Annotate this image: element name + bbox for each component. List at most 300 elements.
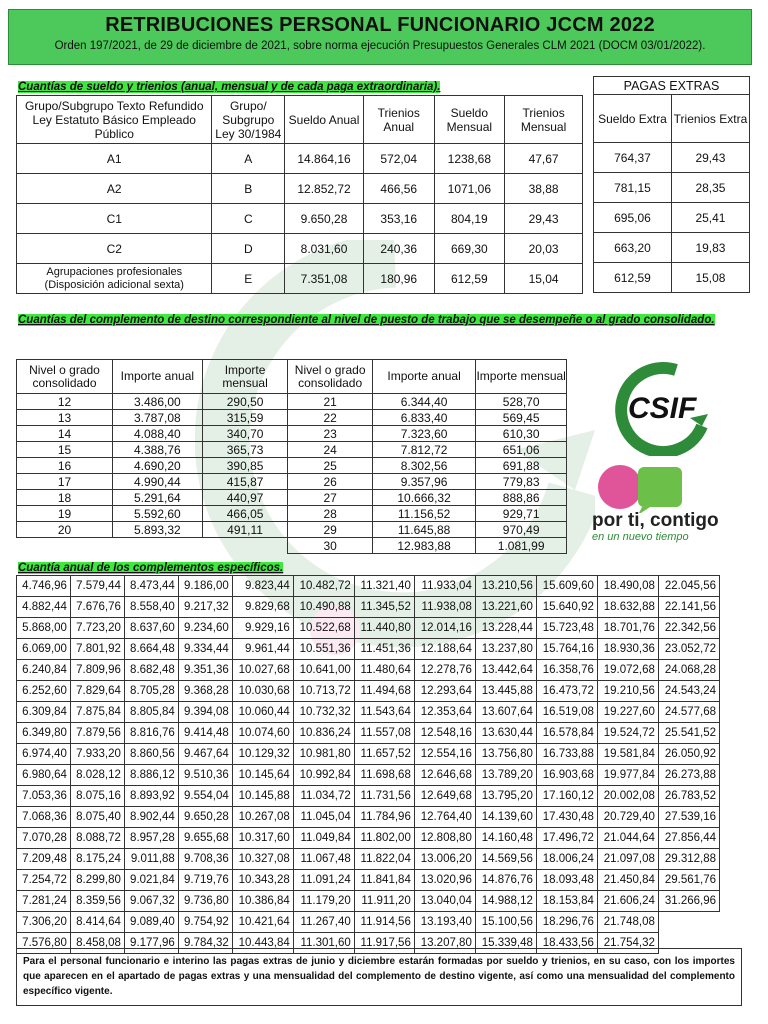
table-cell: 9.177,96 (124, 933, 178, 954)
table-cell: 17 (17, 474, 113, 490)
table-row (17, 828, 720, 849)
table-cell: 4.990,44 (113, 474, 203, 490)
table-cell: 7.576,80 (17, 933, 71, 954)
table-cell: 15.339,48 (475, 933, 536, 954)
table-cell: 6.974,40 (17, 744, 71, 765)
table-cell: 21.754,32 (597, 933, 658, 954)
table-cell: 38,88 (505, 174, 583, 204)
table-cell: 5.893,32 (113, 522, 203, 538)
table-cell: 16.733,88 (536, 744, 597, 765)
table-cell: 13.756,80 (475, 744, 536, 765)
table-cell: 22.045,56 (658, 576, 719, 597)
table-cell (202, 538, 288, 554)
table-cell: 10.327,08 (232, 849, 293, 870)
table-cell: 9.929,16 (232, 618, 293, 639)
table-cell: 7.209,48 (17, 849, 71, 870)
table-cell: 18.093,48 (536, 870, 597, 891)
table-row (17, 264, 583, 294)
table-cell: 12.852,72 (285, 174, 364, 204)
table-row (17, 490, 567, 506)
table-cell: 466,05 (202, 506, 288, 522)
table-cell: 26.783,52 (658, 786, 719, 807)
table-cell: A (212, 144, 285, 174)
table-cell: 16.519,08 (536, 702, 597, 723)
table-cell: 23 (288, 426, 372, 442)
table-cell: 10.490,88 (293, 597, 354, 618)
table-cell: 6.252,60 (17, 681, 71, 702)
table-cell: 12.353,64 (414, 702, 475, 723)
logo-text: CSIF (628, 392, 697, 425)
table-cell: 16.473,72 (536, 681, 597, 702)
table-cell: 10.129,32 (232, 744, 293, 765)
table-cell: 9.961,44 (232, 639, 293, 660)
table-row (17, 891, 720, 912)
table-cell: 13.193,40 (414, 912, 475, 933)
table-cell: 16.358,76 (536, 660, 597, 681)
table-cell: 7.933,20 (70, 744, 124, 765)
table-cell: 9.736,80 (178, 891, 232, 912)
table-cell: 290,50 (202, 394, 288, 410)
title-banner (8, 9, 752, 65)
table-cell: 10.713,72 (293, 681, 354, 702)
table-cell: 10.343,28 (232, 870, 293, 891)
table-cell: 47,67 (505, 144, 583, 174)
table-cell: 17.430,48 (536, 807, 597, 828)
table-cell: 9.650,28 (285, 204, 364, 234)
table-cell: 27.856,44 (658, 828, 719, 849)
table-cell: 13.442,64 (475, 660, 536, 681)
table-cell: 9.414,48 (178, 723, 232, 744)
table-cell: 1071,06 (434, 174, 505, 204)
table-cell: 8.860,56 (124, 744, 178, 765)
table-cell: 10.386,84 (232, 891, 293, 912)
table-cell: 10.060,44 (232, 702, 293, 723)
column-header: Sueldo Anual (285, 96, 364, 144)
table-cell: 10.992,84 (293, 765, 354, 786)
table-cell: 240,36 (363, 234, 434, 264)
table-cell: 11.267,40 (293, 912, 354, 933)
table-cell: 10.145,88 (232, 786, 293, 807)
table-cell: 9.067,32 (124, 891, 178, 912)
table-cell: 11.698,68 (354, 765, 414, 786)
table-cell: 9.754,92 (178, 912, 232, 933)
table-cell: 9.823,44 (232, 576, 293, 597)
table-cell: 781,15 (594, 173, 672, 203)
table-cell: 29,43 (671, 143, 749, 173)
table-cell: 15,08 (671, 263, 749, 293)
table-cell: 8.893,92 (124, 786, 178, 807)
table-cell: 415,87 (202, 474, 288, 490)
table-cell: 888,86 (476, 490, 567, 506)
table-cell: 14.139,60 (475, 807, 536, 828)
table-cell: 8.299,80 (70, 870, 124, 891)
table-cell: 25,41 (671, 203, 749, 233)
table-cell: 764,37 (594, 143, 672, 173)
table-cell: 10.030,68 (232, 681, 293, 702)
table-cell: 22 (288, 410, 372, 426)
table-cell: 25.541,52 (658, 723, 719, 744)
table-cell: 7.723,20 (70, 618, 124, 639)
table-cell: 13 (17, 410, 113, 426)
table-cell: 10.666,32 (372, 490, 475, 506)
table-cell: D (212, 234, 285, 264)
table-cell: 10.317,60 (232, 828, 293, 849)
table-cell: 4.882,44 (17, 597, 71, 618)
table-cell: 9.089,40 (124, 912, 178, 933)
table-row (594, 263, 750, 293)
table-cell: 12.808,80 (414, 828, 475, 849)
table-cell: 8.664,48 (124, 639, 178, 660)
table-cell: 21.606,24 (597, 891, 658, 912)
table-cell: 7.323,60 (372, 426, 475, 442)
table-cell: 22.342,56 (658, 618, 719, 639)
table-cell: 18 (17, 490, 113, 506)
table-cell: 14.160,48 (475, 828, 536, 849)
table-cell: 12.554,16 (414, 744, 475, 765)
table-cell: 6.833,40 (372, 410, 475, 426)
table-row (17, 912, 720, 933)
table-cell: 17.160,12 (536, 786, 597, 807)
table-cell: 610,30 (476, 426, 567, 442)
table-row (17, 474, 567, 490)
table-cell: 9.368,28 (178, 681, 232, 702)
table-cell: 9.655,68 (178, 828, 232, 849)
table-cell: 23.052,72 (658, 639, 719, 660)
table-cell: 12.188,64 (414, 639, 475, 660)
table-cell: 18.296,76 (536, 912, 597, 933)
table-cell: 8.031,60 (285, 234, 364, 264)
column-header: Grupo/ Subgrupo Ley 30/1984 (212, 96, 285, 144)
table-cell: 18.153,84 (536, 891, 597, 912)
table-cell: 5.592,60 (113, 506, 203, 522)
table-cell: 20.729,40 (597, 807, 658, 828)
table-cell: 11.938,08 (414, 597, 475, 618)
table-cell: 21.450,84 (597, 870, 658, 891)
table-cell: 4.388,76 (113, 442, 203, 458)
table-cell: 9.708,36 (178, 849, 232, 870)
table-cell: 9.719,76 (178, 870, 232, 891)
table-cell: 8.558,40 (124, 597, 178, 618)
table-cell: 13.789,20 (475, 765, 536, 786)
table-cell: 8.414,64 (70, 912, 124, 933)
table-cell: 651,06 (476, 442, 567, 458)
table-cell: E (212, 264, 285, 294)
table-cell: 7.809,96 (70, 660, 124, 681)
table-cell: 11.301,60 (293, 933, 354, 954)
table-row (17, 660, 720, 681)
table-cell: 11.067,48 (293, 849, 354, 870)
table-cell: 5.291,64 (113, 490, 203, 506)
table-row (17, 204, 583, 234)
table-cell: 10.836,24 (293, 723, 354, 744)
table-cell: 21 (288, 394, 372, 410)
table-cell: 15,04 (505, 264, 583, 294)
table-row (594, 143, 750, 173)
table-cell: 14 (17, 426, 113, 442)
table-cell: 16.903,68 (536, 765, 597, 786)
table-row (17, 458, 567, 474)
table-cell: 19 (17, 506, 113, 522)
table-cell: 25 (288, 458, 372, 474)
table-cell: 18.632,88 (597, 597, 658, 618)
table-row (594, 233, 750, 263)
table-cell: 27 (288, 490, 372, 506)
column-header: Nivel o grado consolidado (288, 360, 372, 394)
table-cell: 7.306,20 (17, 912, 71, 933)
table-cell: 20.002,08 (597, 786, 658, 807)
table-cell: 440,97 (202, 490, 288, 506)
table-cell: 15.100,56 (475, 912, 536, 933)
section1-heading: Cuantías de sueldo y trienios (anual, mensual y de cada paga extraordinaria). (18, 81, 441, 93)
table-cell: 365,73 (202, 442, 288, 458)
table-cell: 10.074,60 (232, 723, 293, 744)
table-cell: 528,70 (476, 394, 567, 410)
table-row (17, 576, 720, 597)
table-cell: C1 (17, 204, 212, 234)
section2-heading: Cuantías del complemento de destino correspondiente al nivel de puesto de trabajo que se desempeñe o al grado consolidado. (18, 314, 715, 326)
complementos-especificos-table (16, 575, 720, 954)
table-cell: 6.309,84 (17, 702, 71, 723)
table-cell: 10.641,00 (293, 660, 354, 681)
table-cell: 12.014,16 (414, 618, 475, 639)
page-title: RETRIBUCIONES PERSONAL FUNCIONARIO JCCM 2022 (105, 14, 655, 36)
table-cell: 19.072,68 (597, 660, 658, 681)
table-cell: 13.207,80 (414, 933, 475, 954)
table-cell: 11.480,64 (354, 660, 414, 681)
table-cell: 20 (17, 522, 113, 538)
table-cell: 180,96 (363, 264, 434, 294)
table-cell: 11.034,72 (293, 786, 354, 807)
table-cell: 7.281,24 (17, 891, 71, 912)
pagas-extras-table (593, 76, 750, 293)
table-cell: 26.273,88 (658, 765, 719, 786)
table-cell: 572,04 (363, 144, 434, 174)
table-cell: 8.075,40 (70, 807, 124, 828)
table-cell: 15 (17, 442, 113, 458)
table-cell: 15.764,16 (536, 639, 597, 660)
table-cell: 691,88 (476, 458, 567, 474)
table-cell: 28 (288, 506, 372, 522)
table-cell: 7.053,36 (17, 786, 71, 807)
table-row (594, 203, 750, 233)
table-cell: 13.445,88 (475, 681, 536, 702)
table-cell: 10.981,80 (293, 744, 354, 765)
table-cell: 18.006,24 (536, 849, 597, 870)
table-cell: 14.988,12 (475, 891, 536, 912)
table-cell: 13.020,96 (414, 870, 475, 891)
table-cell: 30 (288, 538, 372, 554)
table-cell: 6.349,80 (17, 723, 71, 744)
column-header: Importe anual (372, 360, 475, 394)
table-cell: 10.522,68 (293, 618, 354, 639)
table-cell: 8.816,76 (124, 723, 178, 744)
table-cell: 11.822,04 (354, 849, 414, 870)
table-cell: 9.217,32 (178, 597, 232, 618)
table-cell: 24 (288, 442, 372, 458)
table-row (17, 174, 583, 204)
table-row (17, 639, 720, 660)
table-cell: 7.829,64 (70, 681, 124, 702)
table-cell: 9.011,88 (124, 849, 178, 870)
table-cell (658, 912, 719, 933)
table-cell: 29 (288, 522, 372, 538)
table-cell: 9.357,96 (372, 474, 475, 490)
table-cell: 466,56 (363, 174, 434, 204)
table-row (17, 807, 720, 828)
page-subtitle: Orden 197/2021, de 29 de diciembre de 2021, sobre norma ejecución Presupuestos Generales CLM 2021 (DOCM 03/01/2022). (54, 40, 706, 52)
table-cell: B (212, 174, 285, 204)
column-header: Sueldo Extra (594, 95, 672, 143)
table-cell: 8.302,56 (372, 458, 475, 474)
table-cell: 612,59 (594, 263, 672, 293)
table-cell: 13.221,60 (475, 597, 536, 618)
table-cell: 6.240,84 (17, 660, 71, 681)
table-cell: 29.561,76 (658, 870, 719, 891)
table-cell: 11.731,56 (354, 786, 414, 807)
column-header: Trienios Mensual (505, 96, 583, 144)
table-cell: A2 (17, 174, 212, 204)
column-header: Importe mensual (476, 360, 567, 394)
table-cell: 9.510,36 (178, 765, 232, 786)
table-row (17, 426, 567, 442)
table-cell: 8.473,44 (124, 576, 178, 597)
table-cell: 12.983,88 (372, 538, 475, 554)
table-cell: A1 (17, 144, 212, 174)
table-cell: 19.977,84 (597, 765, 658, 786)
table-cell: 13.607,64 (475, 702, 536, 723)
table-cell: 8.637,60 (124, 618, 178, 639)
table-cell: 8.805,84 (124, 702, 178, 723)
table-cell: 491,11 (202, 522, 288, 538)
table-cell: 19.581,84 (597, 744, 658, 765)
table-cell: 11.543,64 (354, 702, 414, 723)
table-cell: 9.234,60 (178, 618, 232, 639)
table-cell: 315,59 (202, 410, 288, 426)
table-cell: 11.049,84 (293, 828, 354, 849)
table-cell: 11.917,56 (354, 933, 414, 954)
table-cell: 12.764,40 (414, 807, 475, 828)
table-cell: 11.156,52 (372, 506, 475, 522)
slogan-main: por ti, contigo (592, 510, 719, 531)
table-cell: 353,16 (363, 204, 434, 234)
table-cell: 29.312,88 (658, 849, 719, 870)
table-cell: 15.640,92 (536, 597, 597, 618)
table-row (594, 173, 750, 203)
table-cell: 9.467,64 (178, 744, 232, 765)
table-cell: 9.351,36 (178, 660, 232, 681)
table-cell: 929,71 (476, 506, 567, 522)
table-cell: C (212, 204, 285, 234)
table-cell: 14.864,16 (285, 144, 364, 174)
table-cell: 21.748,08 (597, 912, 658, 933)
table-cell: 11.557,08 (354, 723, 414, 744)
table-cell: 24.577,68 (658, 702, 719, 723)
table-cell: 11.914,56 (354, 912, 414, 933)
table-cell: 11.802,00 (354, 828, 414, 849)
table-cell: 10.732,32 (293, 702, 354, 723)
table-cell: 9.784,32 (178, 933, 232, 954)
table-cell: 7.070,28 (17, 828, 71, 849)
table-cell: 9.186,00 (178, 576, 232, 597)
table-cell: 13.006,20 (414, 849, 475, 870)
table-cell: 340,70 (202, 426, 288, 442)
table-cell: 19.227,60 (597, 702, 658, 723)
table-cell: 12.548,16 (414, 723, 475, 744)
table-cell: 695,06 (594, 203, 672, 233)
table-cell: 19.210,56 (597, 681, 658, 702)
table-cell: 7.351,08 (285, 264, 364, 294)
table-cell: 5.868,00 (17, 618, 71, 639)
table-cell: 15.723,48 (536, 618, 597, 639)
table-cell: 18.490,08 (597, 576, 658, 597)
speech-bubbles-icon (592, 463, 692, 513)
table-cell: 10.267,08 (232, 807, 293, 828)
table-cell: 9.394,08 (178, 702, 232, 723)
table-cell: 970,49 (476, 522, 567, 538)
table-cell: 11.045,04 (293, 807, 354, 828)
table-cell: Agrupaciones profesionales (Disposición adicional sexta) (17, 264, 212, 294)
table-cell: 10.482,72 (293, 576, 354, 597)
table-cell: 15.609,60 (536, 576, 597, 597)
table-cell: 12 (17, 394, 113, 410)
table-cell: 8.458,08 (70, 933, 124, 954)
table-cell: 11.179,20 (293, 891, 354, 912)
table-cell: 4.746,96 (17, 576, 71, 597)
table-cell: 12.649,68 (414, 786, 475, 807)
table-row (17, 765, 720, 786)
table-cell: 17.496,72 (536, 828, 597, 849)
table-cell: 11.321,40 (354, 576, 414, 597)
table-cell: 7.879,56 (70, 723, 124, 744)
table-row (17, 723, 720, 744)
table-cell: 12.278,76 (414, 660, 475, 681)
footnote: Para el personal funcionario e interino las pagas extras de junio y diciembre estarán formadas por sueldo y trienios, en su caso, con los importes que aparecen en el apartado de pagas extras y una mensualidad del complemento de destino vigente, así como una mensualidad del complemento específico vigente. (16, 948, 742, 1006)
table-cell: 1238,68 (434, 144, 505, 174)
table-row (17, 144, 583, 174)
table-row (17, 506, 567, 522)
table-cell: 24.543,24 (658, 681, 719, 702)
table-row (17, 681, 720, 702)
table-cell: 11.841,84 (354, 870, 414, 891)
table-cell: 11.440,80 (354, 618, 414, 639)
column-header: Grupo/Subgrupo Texto Refundido Ley Estatuto Básico Empleado Público (17, 96, 212, 144)
sueldo-trienios-table (16, 95, 583, 294)
column-header: Nivel o grado consolidado (17, 360, 113, 394)
table-cell: 11.091,24 (293, 870, 354, 891)
table-cell: 11.911,20 (354, 891, 414, 912)
table-cell: 21.097,08 (597, 849, 658, 870)
table-cell: 1.081,99 (476, 538, 567, 554)
table-cell: 7.812,72 (372, 442, 475, 458)
table-cell: 8.359,56 (70, 891, 124, 912)
table-cell: 13.040,04 (414, 891, 475, 912)
table-cell: 26 (288, 474, 372, 490)
table-cell: 663,20 (594, 233, 672, 263)
table-cell: 8.075,16 (70, 786, 124, 807)
column-header: Importe mensual (202, 360, 288, 394)
table-row (17, 522, 567, 538)
pagas-extras-caption: PAGAS EXTRAS (594, 77, 750, 95)
table-row (17, 410, 567, 426)
table-cell: 804,19 (434, 204, 505, 234)
table-cell: 8.175,24 (70, 849, 124, 870)
table-cell: 4.690,20 (113, 458, 203, 474)
table-cell: 14.876,76 (475, 870, 536, 891)
table-row (17, 597, 720, 618)
table-cell: 8.088,72 (70, 828, 124, 849)
table-cell: 21.044,64 (597, 828, 658, 849)
table-cell: 16 (17, 458, 113, 474)
